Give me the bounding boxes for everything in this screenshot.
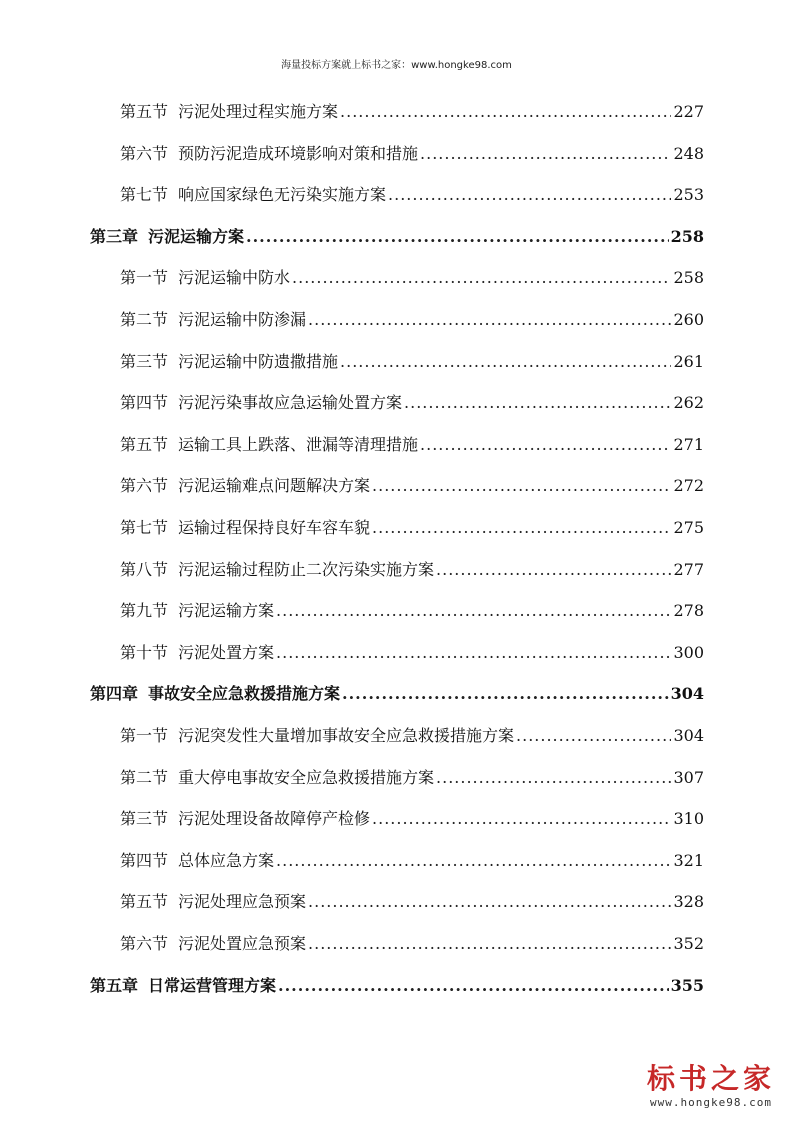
toc-leader-dots bbox=[308, 929, 671, 959]
toc-section-entry[interactable] bbox=[120, 97, 704, 127]
toc-section-entry[interactable] bbox=[120, 555, 704, 585]
toc-section-entry[interactable] bbox=[120, 763, 704, 793]
toc-leader-dots bbox=[372, 513, 671, 543]
toc-section-entry[interactable] bbox=[120, 929, 704, 959]
toc-leader-dots bbox=[246, 222, 669, 252]
toc-entry-number: 第六节 bbox=[120, 476, 169, 496]
toc-leader-dots bbox=[340, 347, 671, 377]
toc-entry-label bbox=[120, 180, 386, 210]
toc-section-entry[interactable] bbox=[120, 180, 704, 210]
toc-entry-number: 第四节 bbox=[120, 393, 169, 413]
toc-entry-title: 日常运营管理方案 bbox=[148, 975, 277, 995]
toc-entry-label bbox=[120, 804, 370, 834]
toc-leader-dots bbox=[308, 305, 671, 335]
toc-entry-title: 污泥运输难点问题解决方案 bbox=[178, 476, 371, 496]
toc-leader-dots bbox=[388, 180, 671, 210]
toc-entry-label bbox=[120, 596, 274, 626]
toc-entry-number: 第十节 bbox=[120, 642, 169, 662]
toc-entry-number: 第六节 bbox=[120, 934, 169, 953]
toc-entry-title: 污泥处理设备故障停产检修 bbox=[178, 809, 371, 829]
toc-entry-number: 第一节 bbox=[120, 268, 169, 288]
toc-page-number: 262 bbox=[673, 393, 704, 413]
toc-entry-title: 污泥运输方案 bbox=[178, 601, 275, 621]
toc-page-number: 275 bbox=[673, 518, 704, 537]
toc-page-number: 227 bbox=[673, 102, 704, 121]
toc-entry-label bbox=[120, 347, 338, 377]
toc-leader-dots bbox=[420, 430, 671, 460]
toc-leader-dots bbox=[308, 887, 671, 917]
toc-leader-dots bbox=[420, 139, 671, 169]
toc-entry-label bbox=[120, 97, 338, 127]
toc-entry-number: 第七节 bbox=[120, 518, 169, 537]
page-header: 海量投标方案就上标书之家：www.hongke98.com bbox=[281, 60, 512, 71]
toc-entry-number: 第五节 bbox=[120, 102, 169, 121]
toc-entry-number: 第六节 bbox=[120, 143, 169, 163]
toc-page-number: 271 bbox=[673, 434, 704, 454]
toc-entry-number: 第七节 bbox=[120, 185, 169, 205]
toc-entry-number: 第一节 bbox=[120, 726, 169, 745]
toc-section-entry[interactable] bbox=[120, 263, 704, 293]
toc-page-number: 248 bbox=[673, 143, 704, 163]
toc-entry-title: 污泥运输方案 bbox=[148, 226, 245, 246]
toc-entry-label bbox=[120, 471, 370, 501]
toc-page-number: 258 bbox=[673, 268, 704, 288]
toc-entry-number: 第九节 bbox=[120, 601, 169, 621]
toc-section-entry[interactable] bbox=[120, 804, 704, 834]
toc-entry-label bbox=[120, 263, 290, 293]
toc-section-entry[interactable] bbox=[120, 721, 704, 751]
toc-entry-label bbox=[120, 763, 434, 793]
toc-entry-title: 污泥处置应急预案 bbox=[178, 934, 307, 953]
toc-entry-title: 总体应急方案 bbox=[178, 850, 275, 870]
toc-section-entry[interactable] bbox=[120, 513, 704, 543]
toc-page-number: 260 bbox=[673, 310, 704, 329]
toc-entry-label bbox=[120, 430, 418, 460]
toc-entry-label bbox=[120, 846, 274, 876]
toc-page-number: 300 bbox=[673, 642, 704, 662]
toc-section-entry[interactable] bbox=[120, 471, 704, 501]
toc-entry-title: 污泥污染事故应急运输处置方案 bbox=[178, 393, 403, 413]
toc-section-entry[interactable] bbox=[120, 430, 704, 460]
toc-page-number: 278 bbox=[673, 601, 704, 621]
toc-page-number: 304 bbox=[673, 726, 704, 745]
toc-entry-label bbox=[120, 139, 418, 169]
toc-page-number: 310 bbox=[673, 809, 704, 829]
logo-title: 标书之家 bbox=[646, 1062, 775, 1095]
toc-entry-title: 响应国家绿色无污染实施方案 bbox=[178, 185, 387, 205]
toc-entry-label bbox=[90, 222, 244, 252]
toc-leader-dots bbox=[342, 679, 669, 709]
toc-section-entry[interactable] bbox=[120, 388, 704, 418]
toc-entry-number: 第五节 bbox=[120, 892, 169, 912]
toc-entry-label bbox=[120, 388, 402, 418]
toc-entry-label bbox=[90, 679, 340, 709]
toc-page-number: 355 bbox=[670, 975, 704, 995]
toc-entry-label bbox=[120, 887, 306, 917]
toc-page-number: 328 bbox=[673, 892, 704, 912]
toc-leader-dots bbox=[276, 846, 671, 876]
toc-leader-dots bbox=[292, 263, 671, 293]
toc-leader-dots bbox=[436, 763, 671, 793]
toc-leader-dots bbox=[372, 471, 671, 501]
toc-chapter-entry[interactable] bbox=[90, 679, 704, 709]
toc-entry-number: 第五节 bbox=[120, 434, 169, 454]
toc-leader-dots bbox=[276, 596, 671, 626]
toc-entry-label bbox=[120, 513, 370, 543]
toc-entry-number: 第二节 bbox=[120, 310, 169, 329]
toc-leader-dots bbox=[436, 555, 671, 585]
toc-leader-dots bbox=[340, 97, 671, 127]
toc-entry-title: 污泥运输中防遗撒措施 bbox=[178, 351, 339, 371]
toc-entry-label bbox=[120, 555, 434, 585]
toc-page-number: 253 bbox=[673, 185, 704, 205]
toc-section-entry[interactable] bbox=[120, 638, 704, 668]
toc-entry-number: 第四节 bbox=[120, 850, 169, 870]
toc-entry-title: 污泥运输过程防止二次污染实施方案 bbox=[178, 559, 435, 579]
toc-leader-dots bbox=[276, 638, 671, 668]
toc-entry-title: 污泥突发性大量增加事故安全应急救援措施方案 bbox=[178, 726, 515, 745]
toc-entry-title: 重大停电事故安全应急救援措施方案 bbox=[178, 767, 435, 787]
toc-entry-title: 事故安全应急救援措施方案 bbox=[148, 684, 341, 704]
brand-logo bbox=[641, 1062, 781, 1110]
toc-section-entry[interactable] bbox=[120, 347, 704, 377]
toc-entry-number: 第三节 bbox=[120, 809, 169, 829]
toc-entry-title: 污泥处理应急预案 bbox=[178, 892, 307, 912]
logo-url: www.hongke98.com bbox=[650, 1096, 772, 1109]
toc-entry-number: 第三节 bbox=[120, 351, 169, 371]
toc-entry-number: 第二节 bbox=[120, 767, 169, 787]
toc-page-number: 272 bbox=[673, 476, 704, 496]
toc-leader-dots bbox=[516, 721, 671, 751]
toc-page-number: 277 bbox=[673, 559, 704, 579]
toc-entry-number: 第四章 bbox=[90, 684, 139, 704]
toc-entry-label bbox=[120, 929, 306, 959]
toc-page-number: 304 bbox=[670, 684, 704, 704]
toc-leader-dots bbox=[404, 388, 671, 418]
toc-section-entry[interactable] bbox=[120, 887, 704, 917]
toc-leader-dots bbox=[372, 804, 671, 834]
toc-section-entry[interactable] bbox=[120, 596, 704, 626]
toc-entry-label bbox=[120, 305, 306, 335]
toc-page-number: 258 bbox=[670, 226, 704, 246]
toc-page-number: 352 bbox=[673, 934, 704, 953]
toc-entry-label bbox=[120, 721, 514, 751]
toc-section-entry[interactable] bbox=[120, 846, 704, 876]
toc-leader-dots bbox=[278, 971, 669, 1001]
toc-entry-title: 预防污泥造成环境影响对策和措施 bbox=[178, 143, 419, 163]
toc-page-number: 307 bbox=[673, 767, 704, 787]
toc-page-number: 321 bbox=[673, 850, 704, 870]
toc-entry-number: 第五章 bbox=[90, 975, 139, 995]
toc-entry-title: 污泥运输中防水 bbox=[178, 268, 291, 288]
toc-entry-title: 运输工具上跌落、泄漏等清理措施 bbox=[178, 434, 419, 454]
toc-entry-title: 污泥处置方案 bbox=[178, 642, 275, 662]
toc-entry-title: 运输过程保持良好车容车貌 bbox=[178, 518, 371, 537]
toc-entry-title: 污泥处理过程实施方案 bbox=[178, 102, 339, 121]
toc-entry-number: 第三章 bbox=[90, 226, 139, 246]
toc-chapter-entry[interactable] bbox=[90, 971, 704, 1001]
toc-section-entry[interactable] bbox=[120, 139, 704, 169]
toc-entry-number: 第八节 bbox=[120, 559, 169, 579]
toc-chapter-entry[interactable] bbox=[90, 222, 704, 252]
toc-page-number: 261 bbox=[673, 351, 704, 371]
toc-section-entry[interactable] bbox=[120, 305, 704, 335]
toc-entry-label bbox=[90, 971, 276, 1001]
toc-entry-label bbox=[120, 638, 274, 668]
toc-entry-title: 污泥运输中防渗漏 bbox=[178, 310, 307, 329]
